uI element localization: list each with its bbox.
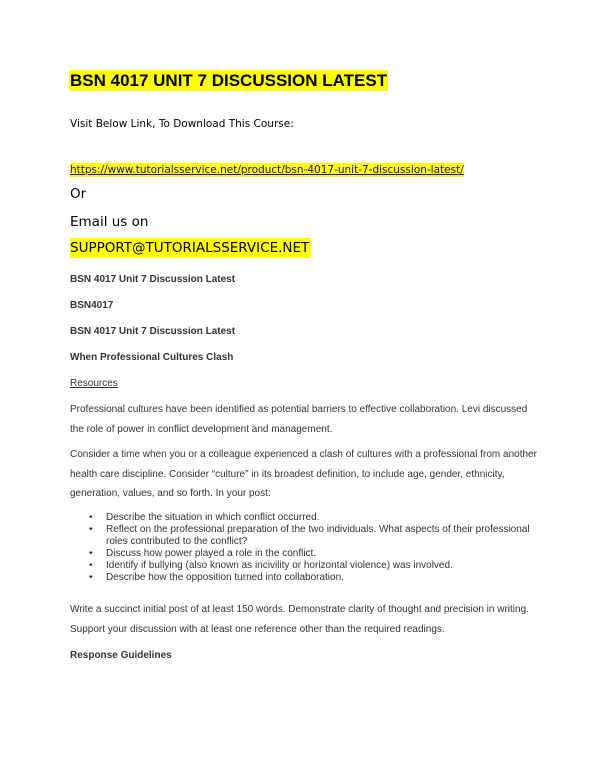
support-email[interactable]: SUPPORT@TUTORIALSSERVICE.NET <box>70 240 310 256</box>
bullet-icon: • <box>89 548 93 559</box>
bullet-icon: • <box>89 512 93 523</box>
course-code: BSN4017 <box>70 300 114 311</box>
list-item-text: Discuss how power played a role in the conflict. <box>106 548 317 559</box>
list-item <box>70 572 530 584</box>
course-title-2: BSN 4017 Unit 7 Discussion Latest <box>70 326 236 337</box>
visit-instruction: Visit Below Link, To Download This Course: <box>70 118 294 130</box>
list-item <box>70 560 530 572</box>
or-separator: Or <box>70 186 87 202</box>
email-label: Email us on <box>70 214 149 230</box>
requirements-list <box>70 512 530 584</box>
course-download-link[interactable]: https://www.tutorialsservice.net/product/bsn-4017-unit-7-discussion-latest/ <box>70 164 464 176</box>
list-item <box>70 548 530 560</box>
document-title: BSN 4017 UNIT 7 DISCUSSION LATEST <box>70 71 388 90</box>
list-item <box>70 524 530 548</box>
section-heading: When Professional Cultures Clash <box>70 352 234 363</box>
list-item <box>70 512 530 524</box>
list-item-text: Describe the situation in which conflict occurred. <box>106 512 320 523</box>
paragraph-instructions: Write a succinct initial post of at least 150 words. Demonstrate clarity of thought and precision in writing. Support your discussion with at least one reference other than the required readings. <box>70 604 529 635</box>
list-item-text: Describe how the opposition turned into collaboration. <box>106 572 344 583</box>
list-item-text: Identify if bullying (also known as incivility or horizontal violence) was involved. <box>106 560 453 571</box>
paragraph-prompt: Consider a time when you or a colleague experienced a clash of cultures with a professional from another health care discipline. Consider “culture” in its broadest definition, to include age, gender, ethnicity, generation, values, and so forth. In your post: <box>70 449 537 499</box>
course-title-1: BSN 4017 Unit 7 Discussion Latest <box>70 274 236 285</box>
bullet-icon: • <box>89 560 93 571</box>
resources-link[interactable]: Resources <box>70 378 118 389</box>
bullet-icon: • <box>89 524 93 535</box>
list-item-text: Reflect on the professional preparation of the two individuals. What aspects of their professional roles contributed to the conflict? <box>106 524 530 547</box>
bullet-icon: • <box>89 572 93 583</box>
response-guidelines-heading: Response Guidelines <box>70 650 172 661</box>
paragraph-intro: Professional cultures have been identified as potential barriers to effective collaboration. Levi discussed the role of power in conflict development and management. <box>70 404 528 435</box>
